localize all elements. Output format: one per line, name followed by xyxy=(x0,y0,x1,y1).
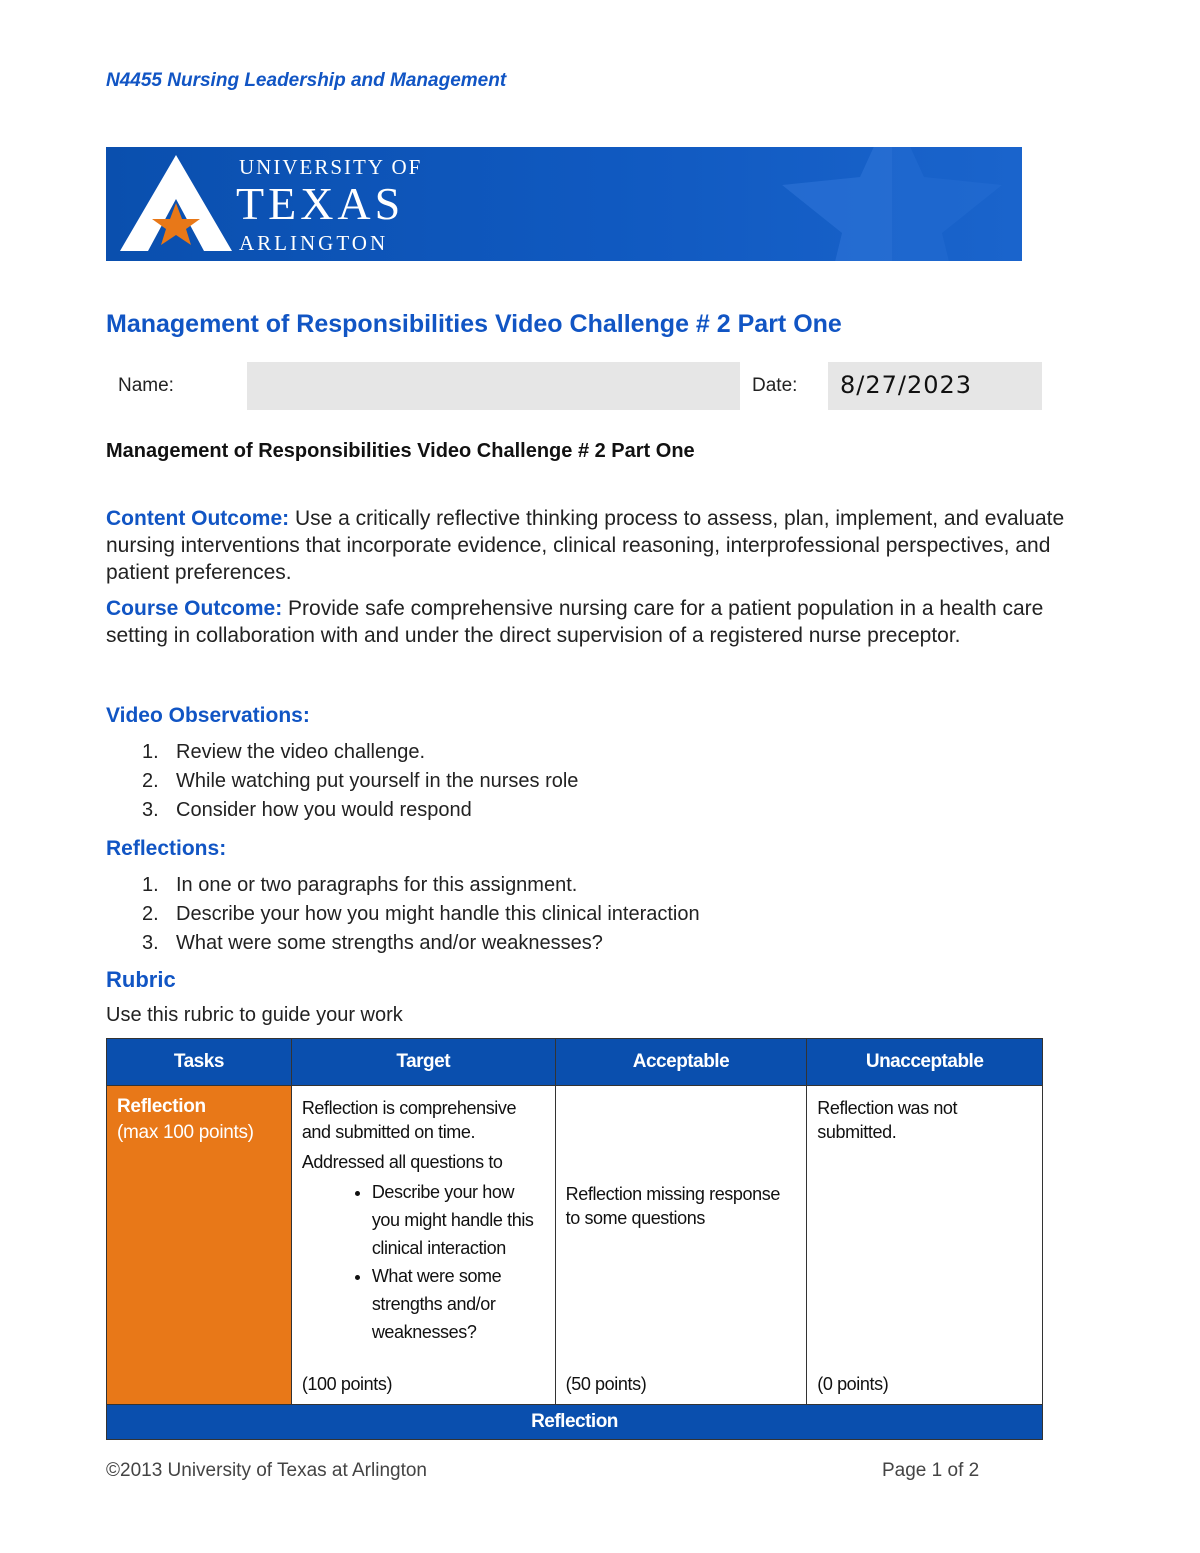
acceptable-points: (50 points) xyxy=(565,1374,647,1394)
list-item: • What were some strengths and/or weaknesses? xyxy=(372,1262,545,1346)
unacceptable-points: (0 points) xyxy=(817,1374,889,1394)
video-observations-list xyxy=(106,738,578,825)
rubric-footer: Reflection xyxy=(107,1405,1043,1440)
list-item: 1. Review the video challenge. xyxy=(142,741,426,763)
course-outcome xyxy=(106,595,1096,649)
target-text-2: Addressed all questions to xyxy=(301,1152,503,1172)
star-watermark-icon xyxy=(662,147,1022,261)
banner-line-3: ARLINGTON xyxy=(239,231,389,255)
target-bullets xyxy=(302,1178,545,1346)
reflections-heading: Reflections: xyxy=(106,837,227,860)
task-cell xyxy=(107,1086,292,1405)
unacceptable-cell xyxy=(807,1086,1043,1405)
list-item: • Describe your how you might handle this clinical interaction xyxy=(372,1178,545,1262)
section-title: Management of Responsibilities Video Challenge # 2 Part One xyxy=(106,440,695,462)
acceptable-text: Reflection missing response to some questions xyxy=(565,1184,780,1228)
list-item: 3. Consider how you would respond xyxy=(142,799,472,821)
uta-logo-icon xyxy=(120,155,232,253)
column-header-unacceptable: Unacceptable xyxy=(807,1039,1043,1086)
list-item: 2. Describe your how you might handle this clinical interaction xyxy=(142,903,700,925)
course-outcome-text: Provide safe comprehensive nursing care for a patient population in a health care setting in collaboration with and under the direct supervision of a registered nurse preceptor. xyxy=(106,597,1044,647)
course-header: N4455 Nursing Leadership and Management xyxy=(106,70,507,91)
video-observations-heading: Video Observations: xyxy=(106,704,310,727)
document-title: Management of Responsibilities Video Challenge # 2 Part One xyxy=(106,310,842,338)
content-outcome-text: Use a critically reflective thinking process to assess, plan, implement, and evaluate nursing interventions that incorporate evidence, clinical reasoning, interprofessional perspectives, and patient preferences. xyxy=(106,507,1065,584)
copyright: ©2013 University of Texas at Arlington xyxy=(106,1460,427,1481)
banner-line-1: UNIVERSITY OF xyxy=(239,155,423,179)
content-outcome-label: Content Outcome: xyxy=(106,507,290,530)
task-max-points: (max 100 points) xyxy=(117,1122,254,1143)
content-outcome xyxy=(106,505,1096,586)
rubric-table xyxy=(106,1038,1043,1440)
column-header-tasks: Tasks xyxy=(107,1039,292,1086)
acceptable-cell xyxy=(555,1086,807,1405)
target-text: Reflection is comprehensive and submitted on time. xyxy=(301,1098,517,1142)
list-item: 2. While watching put yourself in the nurses role xyxy=(142,770,579,792)
name-field[interactable] xyxy=(247,362,740,410)
rubric-footer-row xyxy=(107,1405,1043,1440)
column-header-acceptable: Acceptable xyxy=(555,1039,807,1086)
date-label: Date: xyxy=(752,375,798,396)
rubric-intro: Use this rubric to guide your work xyxy=(106,1004,403,1026)
list-item: 1. In one or two paragraphs for this assignment. xyxy=(142,874,578,896)
target-points: (100 points) xyxy=(301,1374,393,1394)
page-number: Page 1 of 2 xyxy=(882,1460,980,1481)
banner-line-2: TEXAS xyxy=(236,178,405,229)
table-row xyxy=(107,1086,1043,1405)
date-field[interactable]: 8/27/2023 xyxy=(828,362,1042,410)
target-cell xyxy=(291,1086,555,1405)
list-item: 3. What were some strengths and/or weaknesses? xyxy=(142,932,603,954)
rubric-heading: Rubric xyxy=(106,967,176,992)
column-header-target: Target xyxy=(291,1039,555,1086)
university-banner xyxy=(106,147,1022,261)
unacceptable-text: Reflection was not submitted. xyxy=(817,1098,958,1142)
course-outcome-label: Course Outcome: xyxy=(106,597,283,620)
name-label: Name: xyxy=(118,375,174,396)
reflections-list xyxy=(106,871,700,958)
task-name: Reflection xyxy=(117,1096,206,1117)
rubric-header-row xyxy=(107,1039,1043,1086)
